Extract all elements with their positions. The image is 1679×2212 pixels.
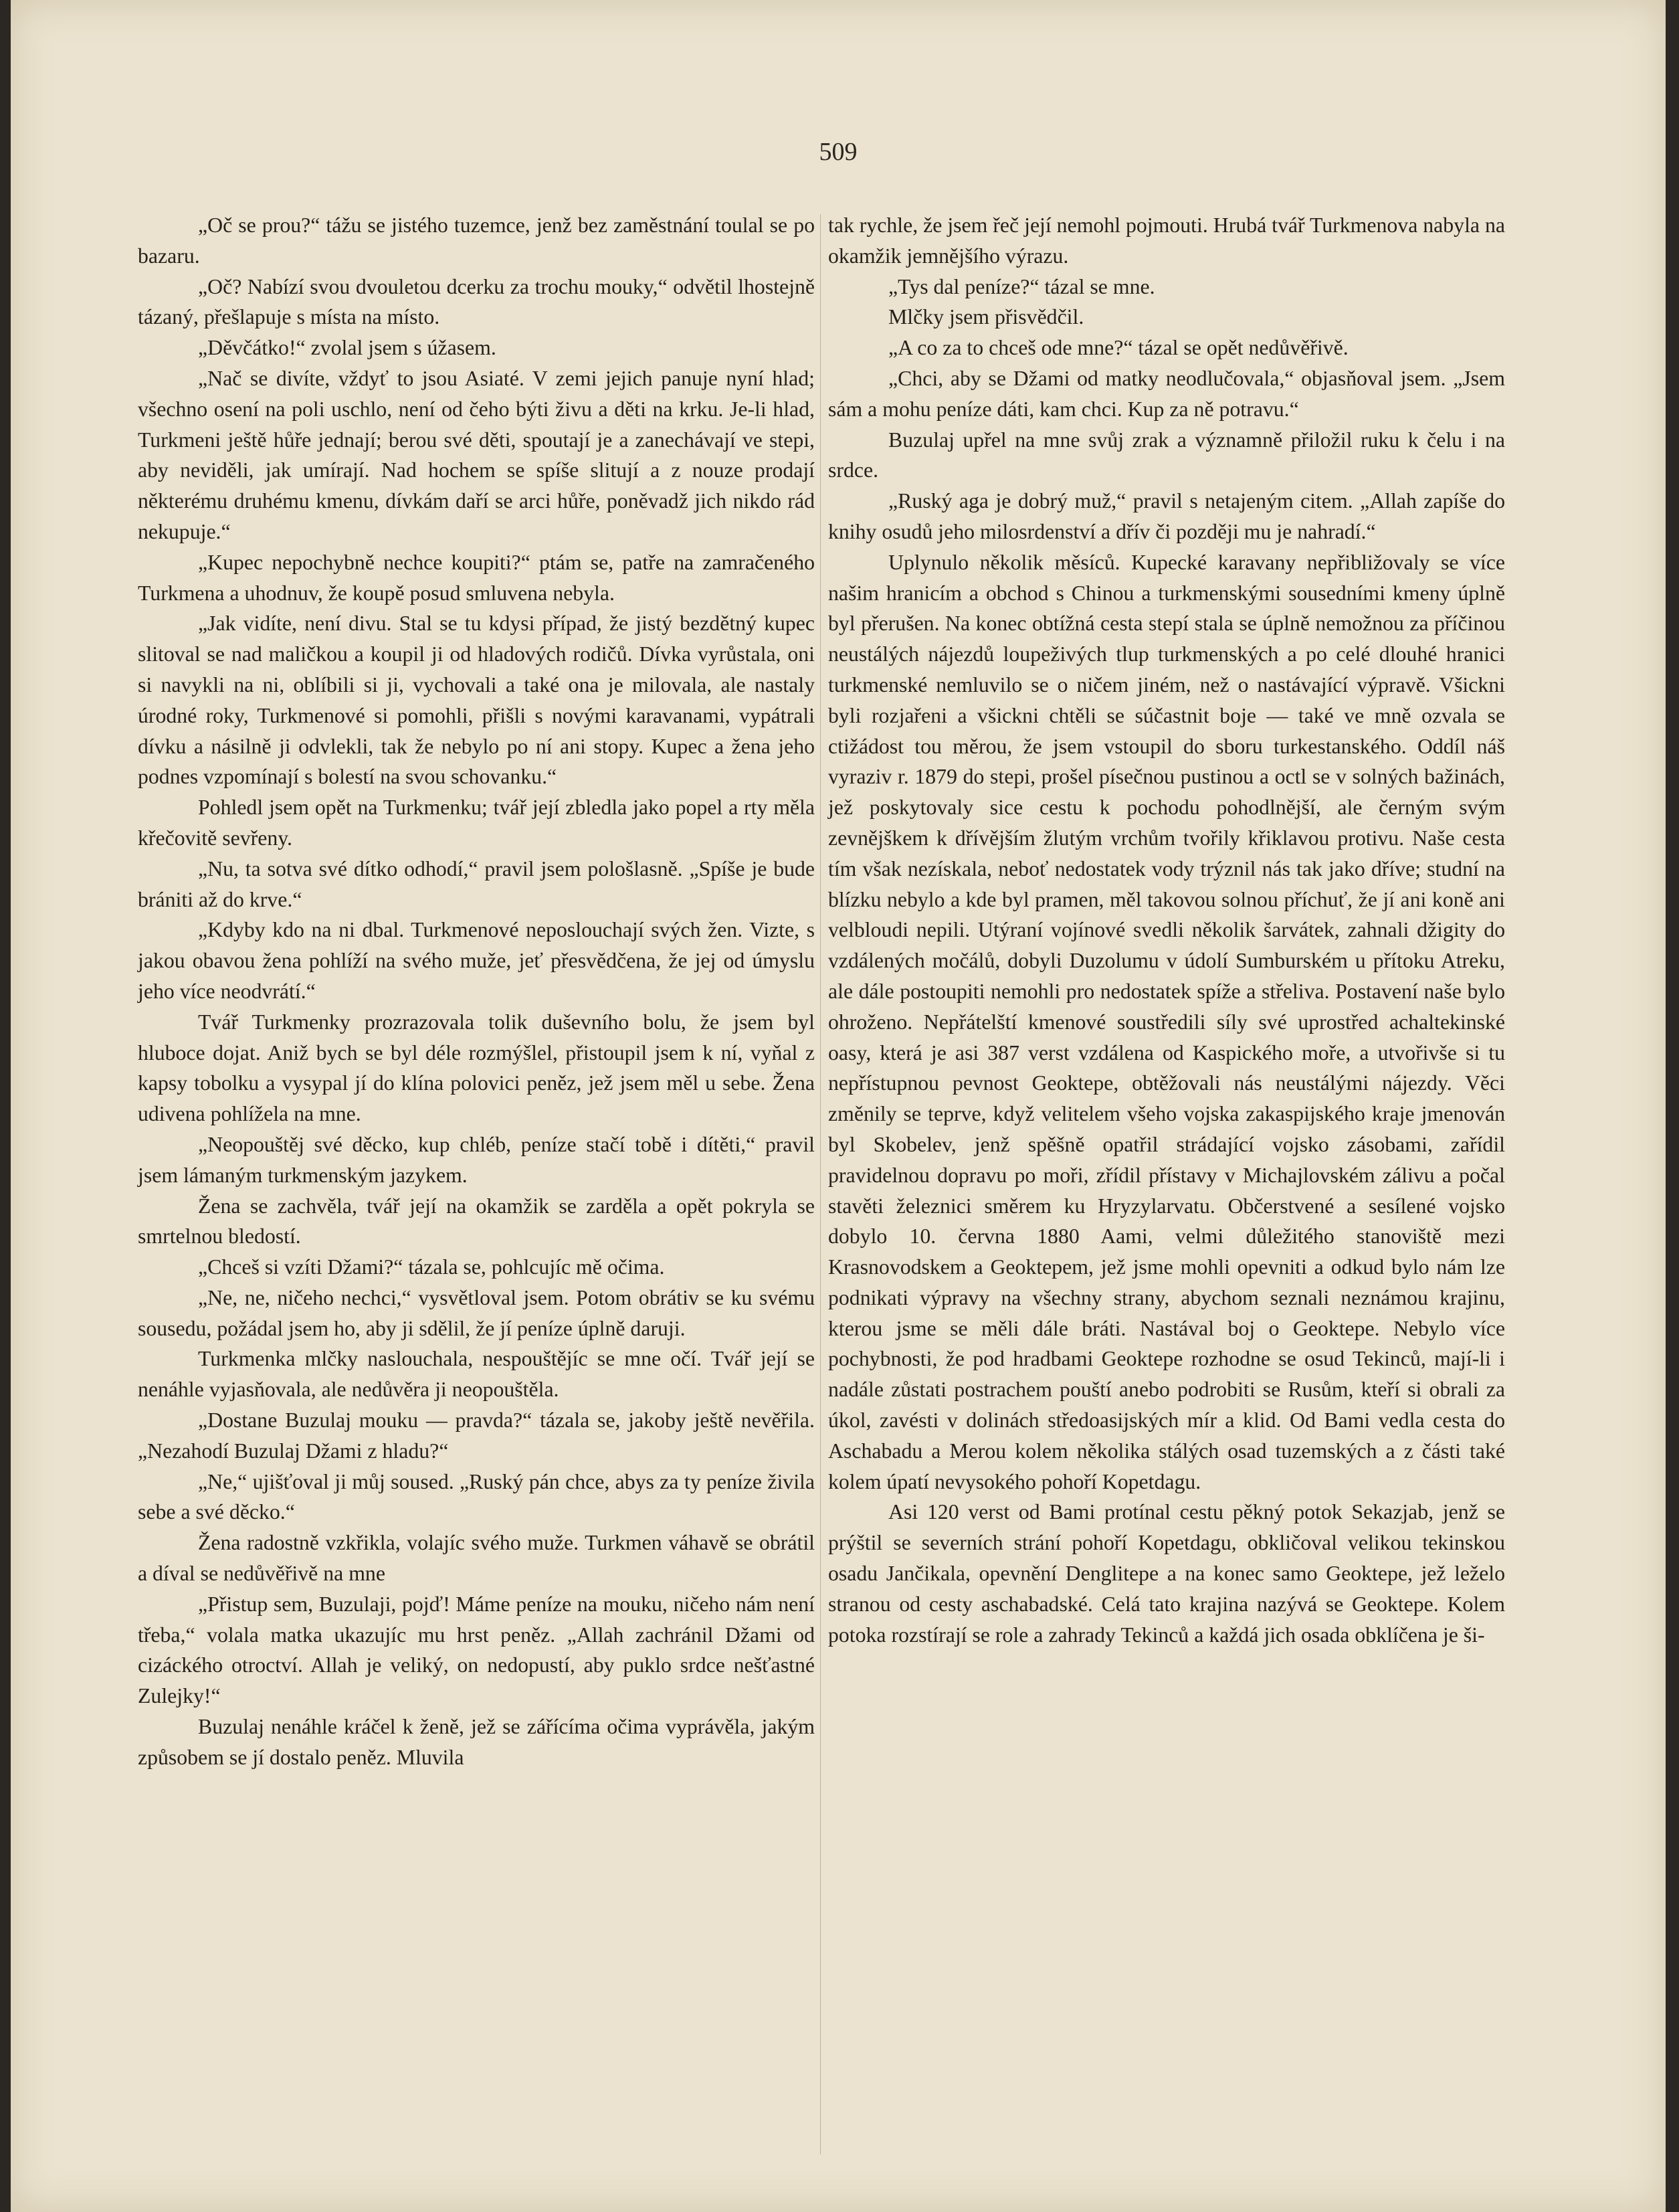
paragraph: Tvář Turkmenky prozrazovala tolik duševního bolu, že jsem byl hluboce dojat. Aniž bych se byl déle rozmýšlel, přistoupil jsem k ní, vyňal z kapsy tobolku a vysypal jí do klína polovici peněz, jež jsem měl u sebe. Žena udivena pohlížela na mne.: [138, 1010, 815, 1126]
paragraph: „Tys dal peníze?“ tázal se mne.: [888, 274, 1155, 298]
paragraph: „Nu, ta sotva své dítko odhodí,“ pravil jsem pološlasně. „Spíše je bude brániti až do krve.“: [138, 856, 815, 911]
paragraph: „Jak vidíte, není divu. Stal se tu kdysi případ, že jistý bezdětný kupec slitoval se nad maličkou a koupil ji od hladových rodičů. Dívka vyrůstala, oni si navykli na ni, oblíbili si ji, vychovali a také ona je milovala, ale nastaly úrodné roky, Turkmenové si pomohli, přišli s novými karavanami, vypátrali dívku a násilně ji odvlekli, tak že nebylo po ní ani stopy. Kupec a žena jeho podnes vzpomínají s bolestí na svou schovanku.“: [138, 612, 815, 789]
paragraph: Buzulaj upřel na mne svůj zrak a významně přiložil ruku k čelu i na srdce.: [828, 428, 1505, 482]
paragraph: Buzulaj nenáhle kráčel k ženě, jež se zářícíma očima vyprávěla, jakým způsobem se jí dostalo peněz. Mluvila: [138, 1715, 815, 1769]
paragraph: „Kupec nepochybně nechce koupiti?“ ptám se, patře na zamračeného Turkmena a uhodnuv, že koupě posud smluvena nebyla.: [138, 550, 815, 605]
paragraph: „Přistup sem, Buzulaji, pojď! Máme peníze na mouku, ničeho nám není třeba,“ volala matka ukazujíc mu hrst peněz. „Allah zachránil Džami od cizáckého otroctví. Allah je veliký, on nedopustí, aby puklo srdce nešťastné Zulejky!“: [138, 1592, 815, 1708]
paragraph: Mlčky jsem přisvědčil.: [888, 305, 1084, 329]
paragraph: „A co za to chceš ode mne?“ tázal se opět nedůvěřivě.: [888, 336, 1349, 360]
paragraph: Uplynulo několik měsíců. Kupecké karavany nepřibližovaly se více našim hranicím a obchod s Chinou a turkmenskými sousedními kmeny úplně byl přerušen. Na konec obtížná cesta stepí stala se úplně nemožnou za příčinou neustálých nájezdů loupeživých tlup turkmenských a po celé dlouhé hranici turkmenské nemluvilo se o ničem jiném, než o nastávající výpravě. Všickni byli rozjařeni a všickni chtěli se súčastnit boje — také ve mně ozvala se ctižádost tou měrou, že jsem vstoupil do sboru turkestanského. Oddíl náš vyraziv r. 1879 do stepi, prošel písečnou pustinou a octl se v solných bažinách, jež poskytovaly sice cestu k pochodu pohodlnější, ale černým svým zevnějškem k dřívějším žlutým vrchům tvořily křiklavou protivu. Naše cesta tím však nezískala, neboť nedostatek vody trýznil nás tak jako dříve; studní na blízku nebylo a kde byl pramen, měl takovou solnou příchuť, že jí ani koně ani velbloudi nepili. Utýraní vojínové svedli několik šarvátek, zahnali džigity do vzdálených močálů, dobyli Duzolumu v údolí Sumburském u přítoku Atreku, ale dále postoupiti nemohli pro nedostatek spíže a střeliva. Postavení naše bylo ohroženo. Nepřátelští kmenové soustředili síly své uprostřed achaltekinské oasy, která je asi 387 verst vzdálena od Kaspického moře, a utvořivše si tu nepřístupnou pevnost Geoktepe, obtěžovali nás neustálými nájezdy. Věci změnily se teprve, když velitelem všeho vojska zakaspijského kraje jmenován byl Skobelev, jenž spěšně opatřil strádající vojsko zásobami, zařídil pravidelnou dopravu po moři, zřídil přístavy v Michajlovském zálivu a počal stavěti železnici směrem ku Hryzylarvatu. Občerstvené a sesílené vojsko dobylo 10. června 1880 Aami, velmi důležitého stanoviště mezi Krasnovodskem a Geoktepem, jež jsme mohli opevniti a odkud bylo nám lze podnikati výpravy na všechny strany, abychom seznali neznámou krajinu, kterou jsme se měli dále bráti. Nastával boj o Geoktepe. Nebylo více pochybnosti, že pod hradbami Geoktepe rozhodne se osud Tekinců, mají-li i nadále zůstati postrachem pouští anebo podrobiti se Rusům, kteří si obrali za úkol, zavésti v dolinách středoasijských mír a klid. Od Bami vedla cesta do Aschabadu a Merou kolem několika stálých osad tuzemských a z části také kolem úpatí nevysokého pohoří Kopetdagu.: [828, 550, 1505, 1493]
paragraph: „Ruský aga je dobrý muž,“ pravil s netajeným citem. „Allah zapíše do knihy osudů jeho milosrdenství a dřív či později mu je nahradí.“: [828, 489, 1505, 543]
paragraph: „Nač se divíte, vždyť to jsou Asiaté. V zemi jejich panuje nyní hlad; všechno osení na poli uschlo, není od čeho býti živu a děti na krku. Je-li hlad, Turkmeni ještě hůře jednají; berou své děti, spoutají je a zanechávají ve stepi, aby neviděli, jak umírají. Nad hochem se spíše slitují a z nouze prodají některému druhému kmenu, dívkám daří se arci hůře, poněvadž jich nikdo rád nekupuje.“: [138, 366, 815, 543]
paragraph: Žena se zachvěla, tvář její na okamžik se zarděla a opět pokryla se smrtelnou bledostí.: [138, 1194, 815, 1249]
paragraph: Turkmenka mlčky naslouchala, nespouštějíc se mne očí. Tvář její se nenáhle vyjasňovala, ale nedůvěra ji neopouštěla.: [138, 1347, 815, 1402]
paragraph: „Oč se prou?“ tážu se jistého tuzemce, jenž bez zaměstnání toulal se po bazaru.: [138, 213, 815, 268]
paragraph: Pohledl jsem opět na Turkmenku; tvář její zbledla jako popel a rty měla křečovitě sevřeny.: [138, 796, 815, 850]
paragraph: „Kdyby kdo na ni dbal. Turkmenové neposlouchají svých žen. Vizte, s jakou obavou žena pohlíží na svého muže, jeť přesvědčena, že jej od úmyslu jeho více neodvrátí.“: [138, 918, 815, 1003]
paragraph: tak rychle, že jsem řeč její nemohl pojmouti. Hrubá tvář Turkmenova nabyla na okamžik jemnějšího výrazu.: [828, 213, 1505, 268]
paragraph: „Ne, ne, ničeho nechci,“ vysvětloval jsem. Potom obrátiv se ku svému sousedu, požádal jsem ho, aby ji sdělil, že jí peníze úplně daruji.: [138, 1285, 815, 1340]
paragraph: Asi 120 verst od Bami protínal cestu pěkný potok Sekazjab, jenž se prýštil se severních strání pohoří Kopetdagu, obkličoval velikou tekinskou osadu Jančikala, opevnění Denglitepe a na konec samo Geoktepe, jež leželo stranou od cesty aschabadské. Celá tato krajina nazývá se Geoktepe. Kolem potoka rozstírají se role a zahrady Tekinců a každá jich osada obklíčena je ši-: [828, 1500, 1505, 1647]
paragraph: „Chci, aby se Džami od matky neodlučovala,“ objasňoval jsem. „Jsem sám a mohu peníze dáti, kam chci. Kup za ně potravu.“: [828, 366, 1505, 421]
paragraph: „Děvčátko!“ zvolal jsem s úžasem.: [198, 336, 496, 360]
left-column: [138, 210, 815, 1773]
page-number: 509: [819, 138, 858, 166]
right-column: [828, 210, 1505, 1650]
paragraph: „Ne,“ ujišťoval ji můj soused. „Ruský pán chce, abys za ty peníze živila sebe a své děcko.“: [138, 1469, 815, 1524]
paragraph: „Dostane Buzulaj mouku — pravda?“ tázala se, jakoby ještě nevěřila. „Nezahodí Buzulaj Džami z hladu?“: [138, 1408, 815, 1463]
paragraph: „Chceš si vzíti Džami?“ tázala se, pohlcujíc mě očima.: [198, 1255, 665, 1279]
book-page: [11, 0, 1666, 2212]
paragraph: Žena radostně vzkřikla, volajíc svého muže. Turkmen váhavě se obrátil a díval se nedůvěřivě na mne: [138, 1531, 815, 1586]
paragraph: „Neopouštěj své děcko, kup chléb, peníze stačí tobě i dítěti,“ pravil jsem lámaným turkmenským jazykem.: [138, 1132, 815, 1187]
paragraph: „Oč? Nabízí svou dvouletou dcerku za trochu mouky,“ odvětil lhostejně tázaný, přešlapuje s místa na místo.: [138, 274, 815, 329]
column-divider: [820, 214, 821, 2154]
